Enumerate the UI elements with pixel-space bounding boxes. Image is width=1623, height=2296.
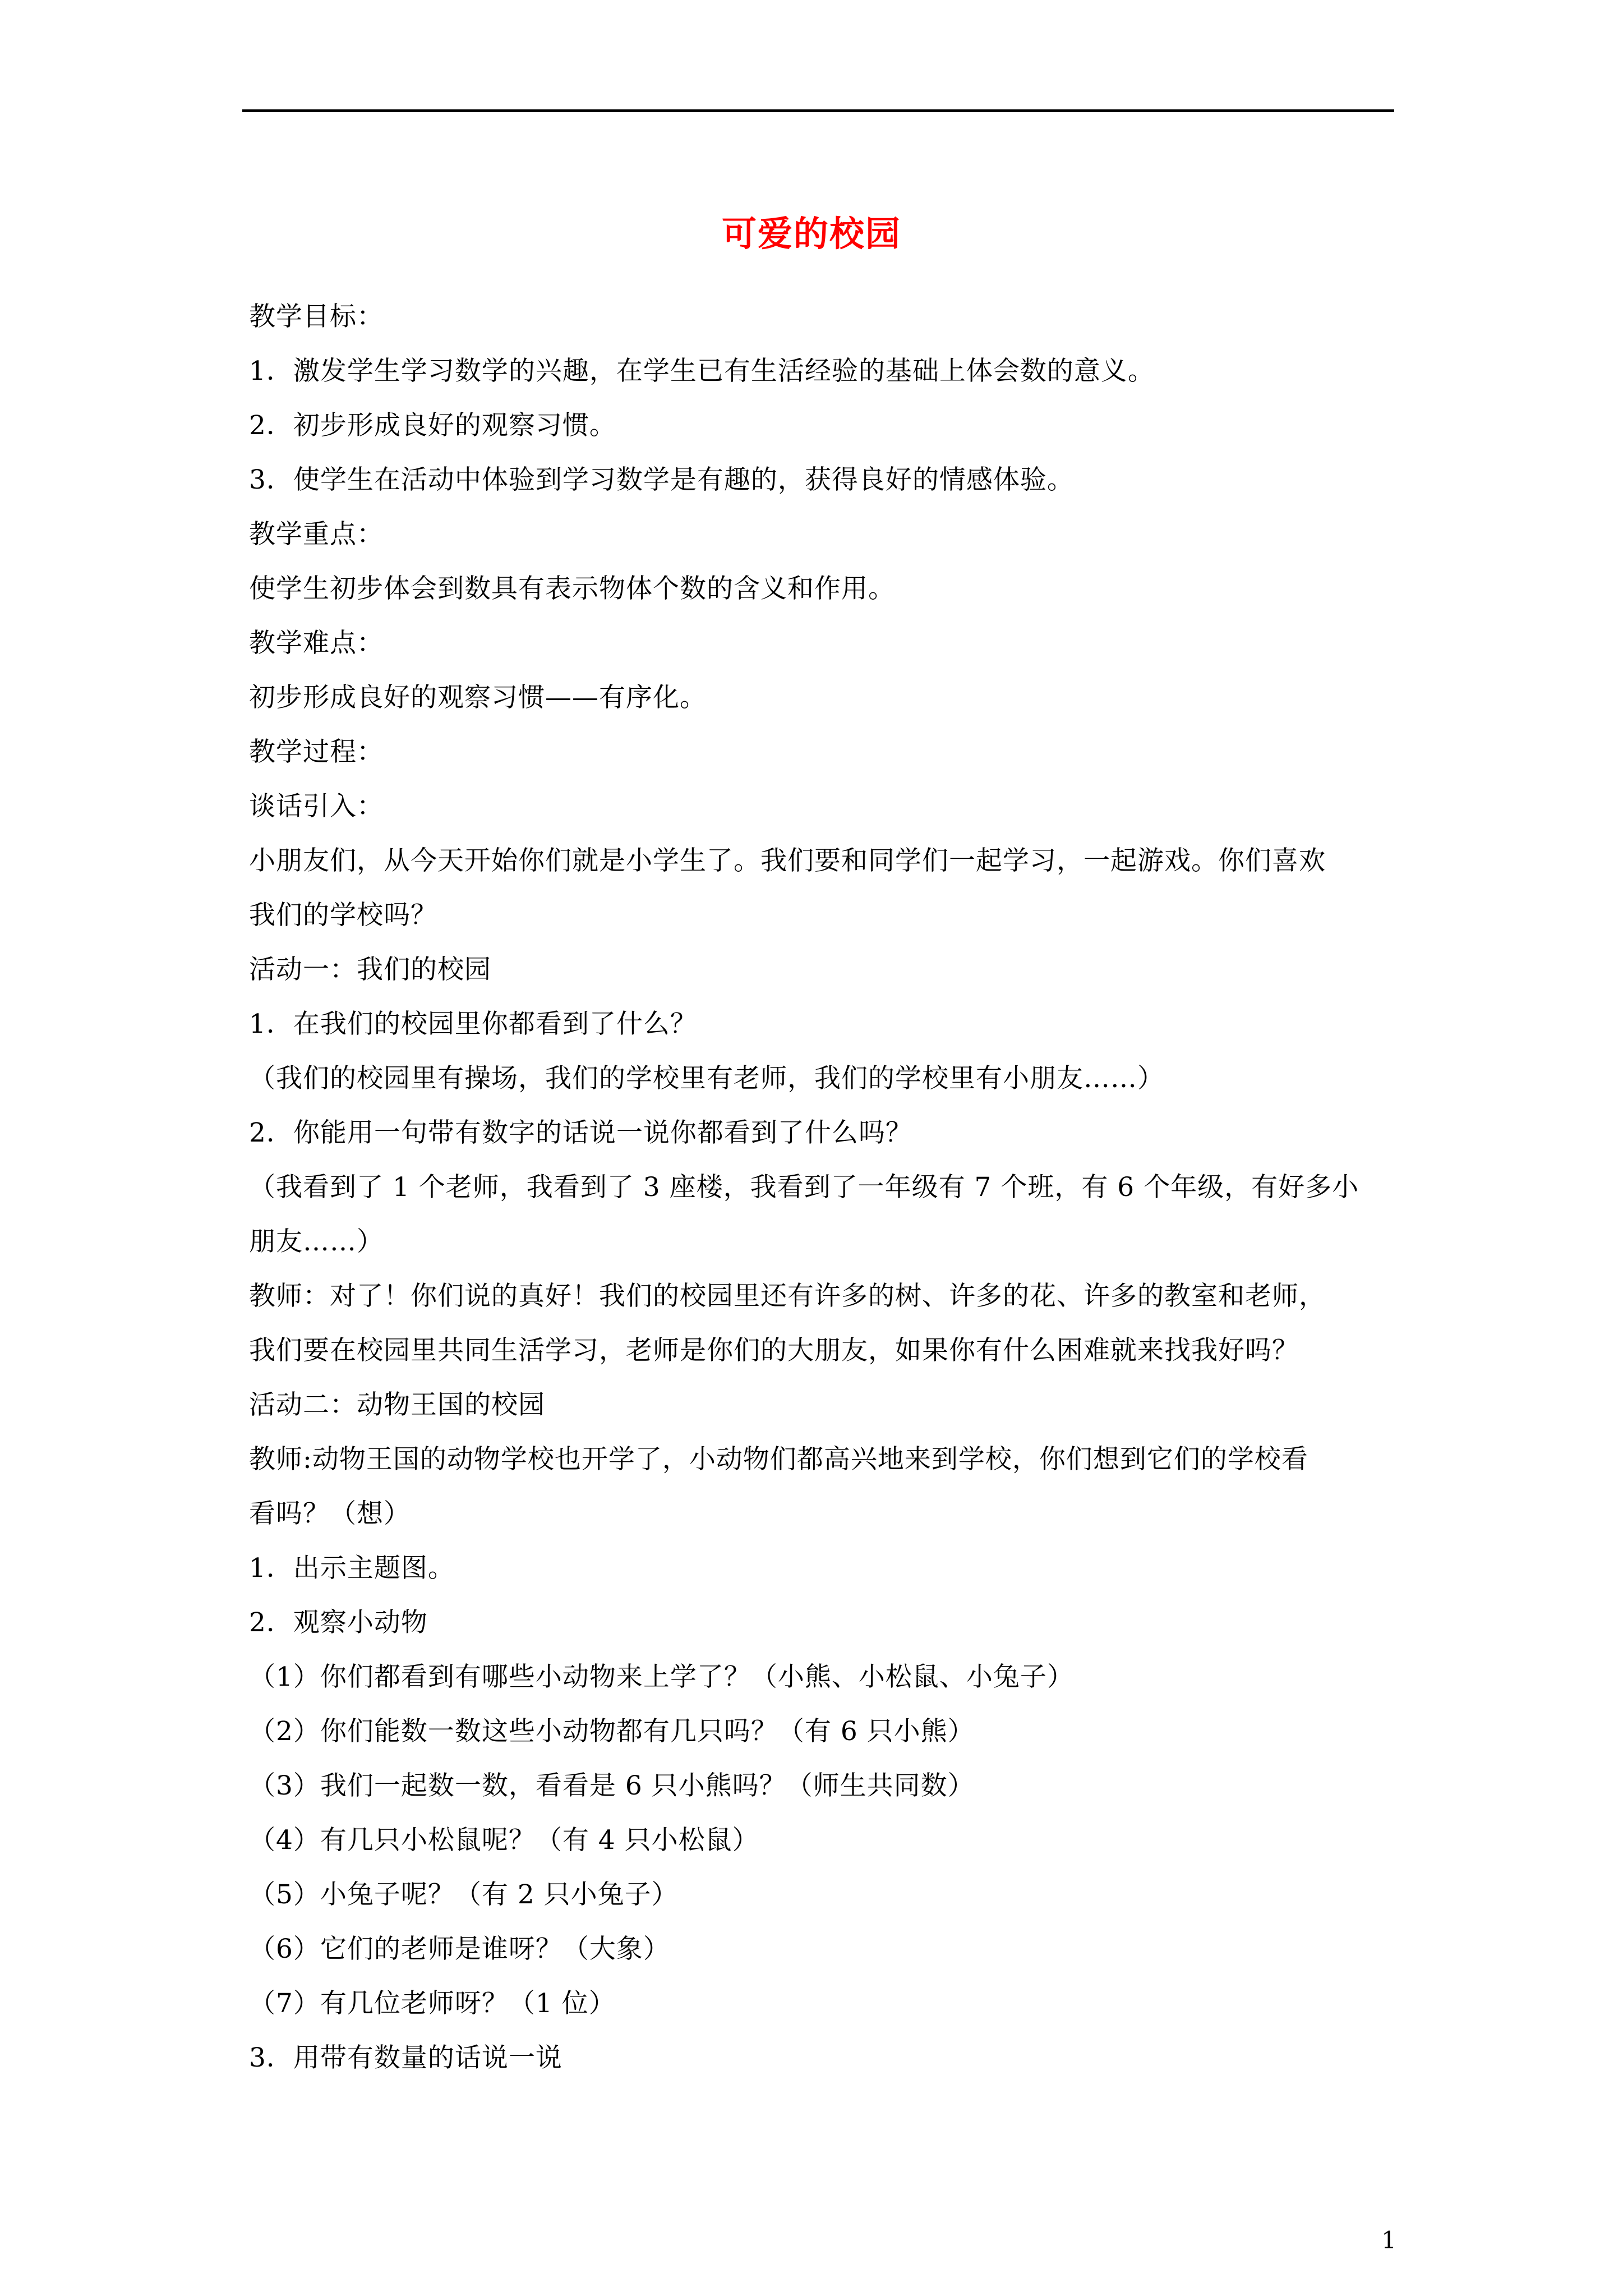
question-7: （7）有几位老师呀？（1 位） [249, 1988, 616, 2019]
question-6: （6）它们的老师是谁呀？（大象） [249, 1934, 670, 1964]
objective-item-1: 1．激发学生学习数学的兴趣，在学生已有生活经验的基础上体会数的意义。 [249, 356, 1155, 386]
question-4: （4）有几只小松鼠呢？（有 4 只小松鼠） [249, 1825, 759, 1856]
question-2: （2）你们能数一数这些小动物都有几只吗？（有 6 只小熊） [249, 1716, 975, 1747]
activity-1-item-1: 1．在我们的校园里你都看到了什么？ [249, 1009, 697, 1039]
activity-2-item-2: 2．观察小动物 [249, 1607, 428, 1638]
page-number: 1 [1381, 2226, 1396, 2254]
activity-1-heading: 活动一：我们的校园 [249, 954, 491, 985]
activity-2-heading: 活动二：动物王国的校园 [249, 1389, 545, 1420]
teacher-remark-line-2: 我们要在校园里共同生活学习，老师是你们的大朋友，如果你有什么困难就来找我好吗？ [249, 1335, 1299, 1366]
activity-2-intro-line-1: 教师:动物王国的动物学校也开学了，小动物们都高兴地来到学校，你们想到它们的学校看 [249, 1444, 1308, 1475]
document-title: 可爱的校园 [721, 213, 901, 254]
question-1: （1）你们都看到有哪些小动物来上学了？（小熊、小松鼠、小兔子） [249, 1662, 1074, 1692]
difficulty-text: 初步形成良好的观察习惯——有序化。 [249, 682, 707, 713]
section-heading-intro: 谈话引入： [249, 791, 384, 822]
key-point-text: 使学生初步体会到数具有表示物体个数的含义和作用。 [249, 573, 895, 604]
activity-2-intro-line-2: 看吗？（想） [249, 1498, 411, 1529]
activity-1-answer-2-line-1: （我看到了 1 个老师，我看到了 3 座楼，我看到了一年级有 7 个班，有 6 个年级，有好多小 [249, 1172, 1359, 1203]
activity-1-answer-2-line-2: 朋友……） [249, 1226, 384, 1257]
teacher-remark-line-1: 教师：对了！你们说的真好！我们的校园里还有许多的树、许多的花、许多的教室和老师， [249, 1281, 1326, 1312]
document-body [249, 289, 1393, 2085]
section-heading-process: 教学过程： [249, 737, 384, 767]
section-heading-key-points: 教学重点： [249, 519, 384, 550]
header-rule [242, 109, 1394, 112]
objective-item-3: 3．使学生在活动中体验到学习数学是有趣的，获得良好的情感体验。 [249, 464, 1074, 495]
section-heading-objectives: 教学目标： [249, 301, 384, 332]
activity-2-item-1: 1．出示主题图。 [249, 1553, 455, 1584]
intro-paragraph-line-1: 小朋友们，从今天开始你们就是小学生了。我们要和同学们一起学习，一起游戏。你们喜欢 [249, 845, 1326, 876]
activity-2-item-3: 3．用带有数量的话说一说 [249, 2042, 562, 2073]
section-heading-difficulties: 教学难点： [249, 628, 384, 659]
question-5: （5）小兔子呢？（有 2 只小兔子） [249, 1879, 679, 1910]
question-3: （3）我们一起数一数，看看是 6 只小熊吗？（师生共同数） [249, 1770, 975, 1801]
intro-paragraph-line-2: 我们的学校吗？ [249, 900, 437, 931]
activity-1-answer-1: （我们的校园里有操场，我们的学校里有老师，我们的学校里有小朋友……） [249, 1063, 1164, 1094]
objective-item-2: 2．初步形成良好的观察习惯。 [249, 410, 616, 441]
activity-1-item-2: 2．你能用一句带有数字的话说一说你都看到了什么吗？ [249, 1117, 912, 1148]
